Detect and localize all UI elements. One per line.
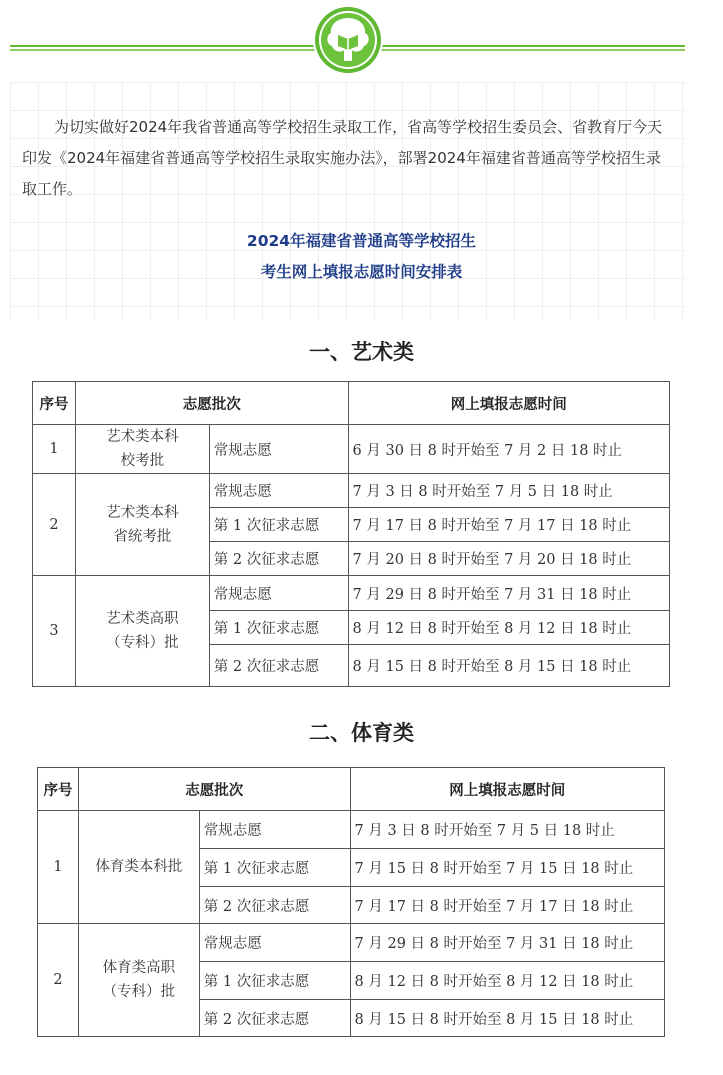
application-time: 8 月 15 日 8 时开始至 8 月 15 日 18 时止	[350, 1000, 664, 1037]
batch-cell	[75, 425, 209, 474]
application-time: 8 月 12 日 8 时开始至 8 月 12 日 18 时止	[350, 962, 664, 1000]
application-type: 第 1 次征求志愿	[199, 849, 350, 887]
table-row	[33, 576, 670, 611]
batch-name: 体育类本科批	[95, 859, 183, 875]
application-type: 第 1 次征求志愿	[209, 508, 348, 542]
application-time: 7 月 17 日 8 时开始至 7 月 17 日 18 时止	[348, 508, 669, 542]
application-type: 常规志愿	[199, 811, 350, 849]
application-type: 第 2 次征求志愿	[199, 1000, 350, 1037]
header-batch: 志愿批次	[78, 768, 350, 811]
application-time: 7 月 29 日 8 时开始至 7 月 31 日 18 时止	[348, 576, 669, 611]
section-heading-art: 一、艺术类	[309, 340, 414, 364]
batch-name: 体育类高职 （专科）批	[102, 960, 176, 1000]
row-num: 3	[33, 576, 76, 687]
application-type: 第 2 次征求志愿	[209, 645, 348, 687]
batch-cell	[78, 924, 199, 1037]
schedule-title-line2: 考生网上填报志愿时间安排表	[260, 263, 463, 281]
table-header-row	[33, 382, 670, 425]
table-row	[38, 924, 665, 962]
header-num: 序号	[38, 768, 79, 811]
application-type: 常规志愿	[209, 474, 348, 508]
table-row	[33, 474, 670, 508]
header-time: 网上填报志愿时间	[348, 382, 669, 425]
row-num: 1	[33, 425, 76, 474]
application-type: 第 2 次征求志愿	[209, 542, 348, 576]
intro-paragraph: 为切实做好2024年我省普通高等学校招生录取工作，省高等学校招生委员会、省教育厅今天印发《2024年福建省普通高等学校招生录取实施办法》，部署2024年福建省普通高等学校招生录取工作。	[22, 118, 663, 198]
application-type: 第 2 次征求志愿	[199, 887, 350, 924]
batch-name: 艺术类本科 省统考批	[106, 504, 179, 545]
application-type: 第 1 次征求志愿	[199, 962, 350, 1000]
batch-cell	[75, 576, 209, 687]
application-time: 8 月 15 日 8 时开始至 8 月 15 日 18 时止	[348, 645, 669, 687]
header-banner	[0, 0, 723, 80]
application-type: 常规志愿	[209, 425, 348, 474]
application-time: 8 月 12 日 8 时开始至 8 月 12 日 18 时止	[348, 611, 669, 645]
row-num: 1	[38, 811, 79, 924]
table-row	[38, 811, 665, 849]
application-time: 6 月 30 日 8 时开始至 7 月 2 日 18 时止	[348, 425, 669, 474]
art-schedule-table	[32, 381, 670, 687]
schedule-title-line1: 2024年福建省普通高等学校招生	[246, 232, 477, 250]
tree-book-icon	[313, 5, 383, 75]
sports-schedule-table	[37, 767, 665, 1037]
application-type: 常规志愿	[199, 924, 350, 962]
batch-name: 艺术类高职 （专科）批	[106, 611, 179, 651]
row-num: 2	[33, 474, 76, 576]
row-num: 2	[38, 924, 79, 1037]
application-time: 7 月 29 日 8 时开始至 7 月 31 日 18 时止	[350, 924, 664, 962]
header-num: 序号	[33, 382, 76, 425]
application-time: 7 月 20 日 8 时开始至 7 月 20 日 18 时止	[348, 542, 669, 576]
table-row	[33, 425, 670, 474]
application-type: 常规志愿	[209, 576, 348, 611]
application-type: 第 1 次征求志愿	[209, 611, 348, 645]
application-time: 7 月 3 日 8 时开始至 7 月 5 日 18 时止	[350, 811, 664, 849]
application-time: 7 月 15 日 8 时开始至 7 月 15 日 18 时止	[350, 849, 664, 887]
batch-cell	[75, 474, 209, 576]
header-time: 网上填报志愿时间	[350, 768, 664, 811]
table-header-row	[38, 768, 665, 811]
application-time: 7 月 17 日 8 时开始至 7 月 17 日 18 时止	[350, 887, 664, 924]
header-batch: 志愿批次	[75, 382, 348, 425]
batch-cell	[78, 811, 199, 924]
section-heading-sports: 二、体育类	[309, 721, 414, 745]
batch-name: 艺术类本科 校考批	[106, 429, 179, 469]
application-time: 7 月 3 日 8 时开始至 7 月 5 日 18 时止	[348, 474, 669, 508]
